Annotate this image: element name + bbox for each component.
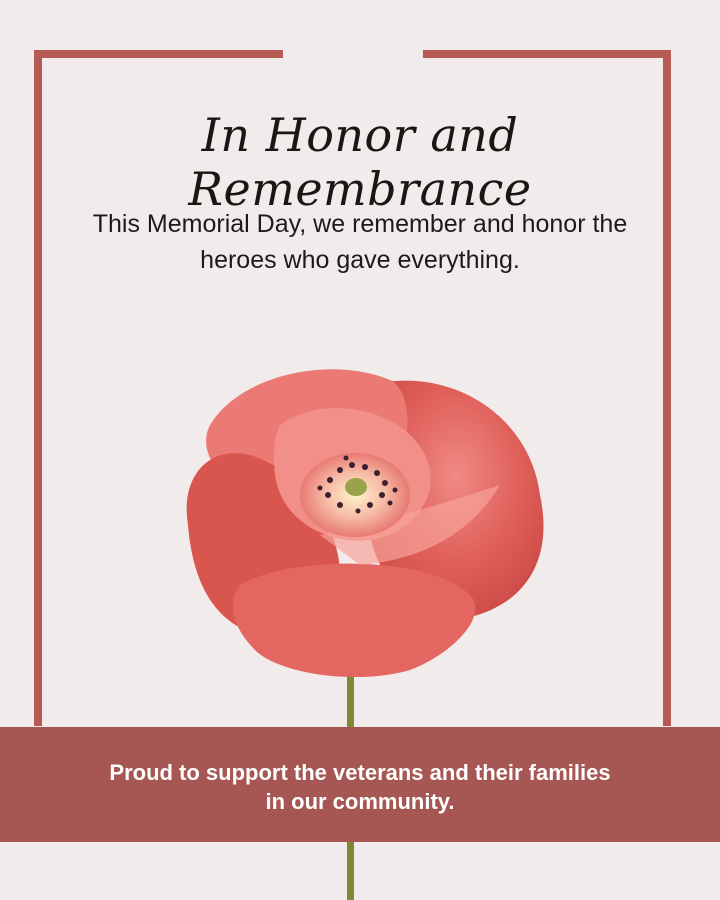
frame-border-top-left [34,50,283,58]
message-line-1: This Memorial Day, we remember and honor the [92,210,628,238]
frame-border-left [34,50,42,726]
frame-border-top-right [423,50,671,58]
card-heading: In Honor and Remembrance [188,108,532,216]
poppy-petal-bottom [233,564,476,677]
card-message [90,206,630,278]
banner-line-1: Proud to support the veterans and their families [109,760,611,785]
banner-line-2: in our community. [265,789,455,814]
frame-border-right [663,50,671,726]
message-line-2: heroes who gave everything. [200,246,520,274]
banner-text [60,758,660,816]
